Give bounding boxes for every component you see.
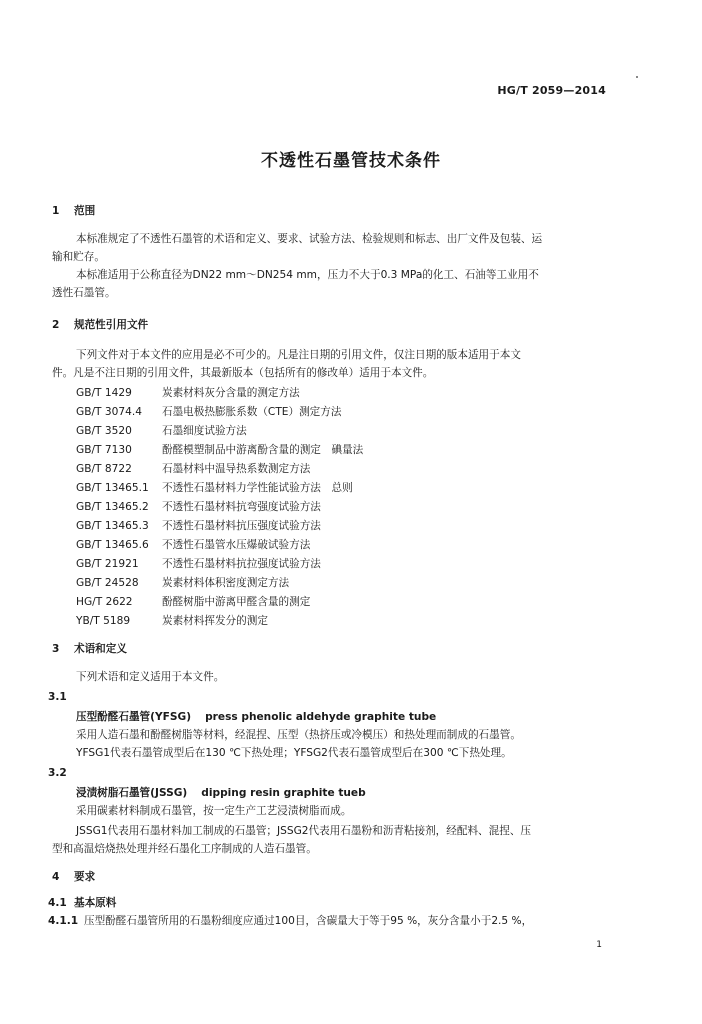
section-title: 术语和定义 xyxy=(74,643,127,655)
section-number: 3 xyxy=(52,643,60,655)
term-chinese: 浸渍树脂石墨管(JSSG) xyxy=(76,787,188,799)
reference-title: 石墨电极热膨胀系数（CTE）测定方法 xyxy=(162,406,342,418)
reference-code: GB/T 21921 xyxy=(76,558,139,570)
standard-code: HG/T 2059—2014 xyxy=(497,84,606,97)
reference-title: 不透性石墨材料抗弯强度试验方法 xyxy=(162,501,321,513)
section-title: 规范性引用文件 xyxy=(74,319,149,331)
reference-title: 石墨细度试验方法 xyxy=(162,425,247,437)
reference-code: YB/T 5189 xyxy=(76,615,131,627)
reference-code: GB/T 3520 xyxy=(76,425,132,437)
term-number: 3.2 xyxy=(48,767,67,779)
reference-title: 不透性石墨材料力学性能试验方法 总则 xyxy=(162,482,353,494)
document-title: 不透性石墨管技术条件 xyxy=(261,151,441,171)
reference-title: 炭素材料体积密度测定方法 xyxy=(162,577,290,589)
definition-line: 型和高温焙烧热处理并经石墨化工序制成的人造石墨管。 xyxy=(52,843,317,855)
term-number: 3.1 xyxy=(48,691,67,703)
section-4-heading xyxy=(52,870,95,884)
reference-title: 不透性石墨材料抗压强度试验方法 xyxy=(162,520,321,532)
section-number: 2 xyxy=(52,319,60,331)
section-title: 要求 xyxy=(74,871,96,883)
paragraph-line: 输和贮存。 xyxy=(52,251,105,263)
reference-item xyxy=(76,481,353,495)
reference-code: GB/T 13465.6 xyxy=(76,539,149,551)
subsection-4-1-heading xyxy=(48,896,116,910)
reference-code: GB/T 24528 xyxy=(76,577,139,589)
paragraph-line: 本标准适用于公称直径为DN22 mm～DN254 mm，压力不大于0.3 MPa的化工、石油等工业用不 xyxy=(76,269,539,281)
definition-line: 采用人造石墨和酚醛树脂等材料，经混捏、压型（热挤压或冷模压）和热处理而制成的石墨管。 xyxy=(76,729,521,741)
subsection-number: 4.1 xyxy=(48,897,67,909)
section-1-heading xyxy=(52,204,95,218)
reference-item xyxy=(76,576,289,590)
term-heading xyxy=(76,786,366,800)
term-heading xyxy=(76,710,436,724)
reference-item xyxy=(76,405,341,419)
reference-code: GB/T 3074.4 xyxy=(76,406,142,418)
reference-item xyxy=(76,386,300,400)
reference-title: 不透性石墨管水压爆破试验方法 xyxy=(162,539,311,551)
reference-item xyxy=(76,443,363,457)
reference-code: HG/T 2622 xyxy=(76,596,133,608)
reference-title: 炭素材料挥发分的测定 xyxy=(162,615,268,627)
scan-speck xyxy=(636,76,638,78)
reference-item xyxy=(76,519,321,533)
reference-item xyxy=(76,500,321,514)
reference-code: GB/T 7130 xyxy=(76,444,132,456)
subsection-title: 基本原料 xyxy=(74,897,117,909)
page-number: 1 xyxy=(596,940,602,950)
reference-title: 酚醛树脂中游离甲醛含量的测定 xyxy=(162,596,311,608)
reference-code: GB/T 13465.2 xyxy=(76,501,149,513)
term-english: dipping resin graphite tueb xyxy=(201,787,366,799)
paragraph-line: 下列文件对于本文件的应用是必不可少的。凡是注日期的引用文件，仅注日期的版本适用于本文 xyxy=(76,349,521,361)
reference-code: GB/T 13465.1 xyxy=(76,482,149,494)
reference-title: 酚醛模塑制品中游离酚含量的测定 碘量法 xyxy=(162,444,364,456)
clause-4-1-1 xyxy=(48,914,532,928)
section-2-heading xyxy=(52,318,148,332)
reference-title: 石墨材料中温导热系数测定方法 xyxy=(162,463,311,475)
definition-line: 采用碳素材料制成石墨管，按一定生产工艺浸渍树脂而成。 xyxy=(76,805,352,817)
reference-item xyxy=(76,614,268,628)
reference-item xyxy=(76,424,247,438)
reference-item xyxy=(76,557,321,571)
reference-item xyxy=(76,538,310,552)
section-number: 4 xyxy=(52,871,60,883)
clause-number: 4.1.1 xyxy=(48,915,79,927)
clause-text: 压型酚醛石墨管所用的石墨粉细度应通过100目，含碳量大于等于95 %，灰分含量小于2.5 %， xyxy=(84,915,533,927)
definition-line: JSSG1代表用石墨材料加工制成的石墨管；JSSG2代表用石墨粉和沥青粘接剂，经配料、混捏、压 xyxy=(76,825,532,837)
section-title: 范围 xyxy=(74,205,96,217)
section-number: 1 xyxy=(52,205,60,217)
reference-code: GB/T 1429 xyxy=(76,387,132,399)
section-3-heading xyxy=(52,642,127,656)
definition-line: YFSG1代表石墨管成型后在130 ℃下热处理；YFSG2代表石墨管成型后在300 ℃下热处理。 xyxy=(76,747,512,759)
reference-item xyxy=(76,595,310,609)
reference-title: 不透性石墨材料抗拉强度试验方法 xyxy=(162,558,321,570)
reference-item xyxy=(76,462,310,476)
reference-code: GB/T 8722 xyxy=(76,463,132,475)
term-chinese: 压型酚醛石墨管(YFSG) xyxy=(76,711,192,723)
paragraph-line: 本标准规定了不透性石墨管的术语和定义、要求、试验方法、检验规则和标志、出厂文件及包装、运 xyxy=(76,233,543,245)
paragraph-line: 透性石墨管。 xyxy=(52,287,116,299)
term-english: press phenolic aldehyde graphite tube xyxy=(205,711,437,723)
reference-code: GB/T 13465.3 xyxy=(76,520,149,532)
paragraph-line: 下列术语和定义适用于本文件。 xyxy=(76,671,225,683)
paragraph-line: 件。凡是不注日期的引用文件，其最新版本（包括所有的修改单）适用于本文件。 xyxy=(52,367,434,379)
reference-title: 炭素材料灰分含量的测定方法 xyxy=(162,387,300,399)
